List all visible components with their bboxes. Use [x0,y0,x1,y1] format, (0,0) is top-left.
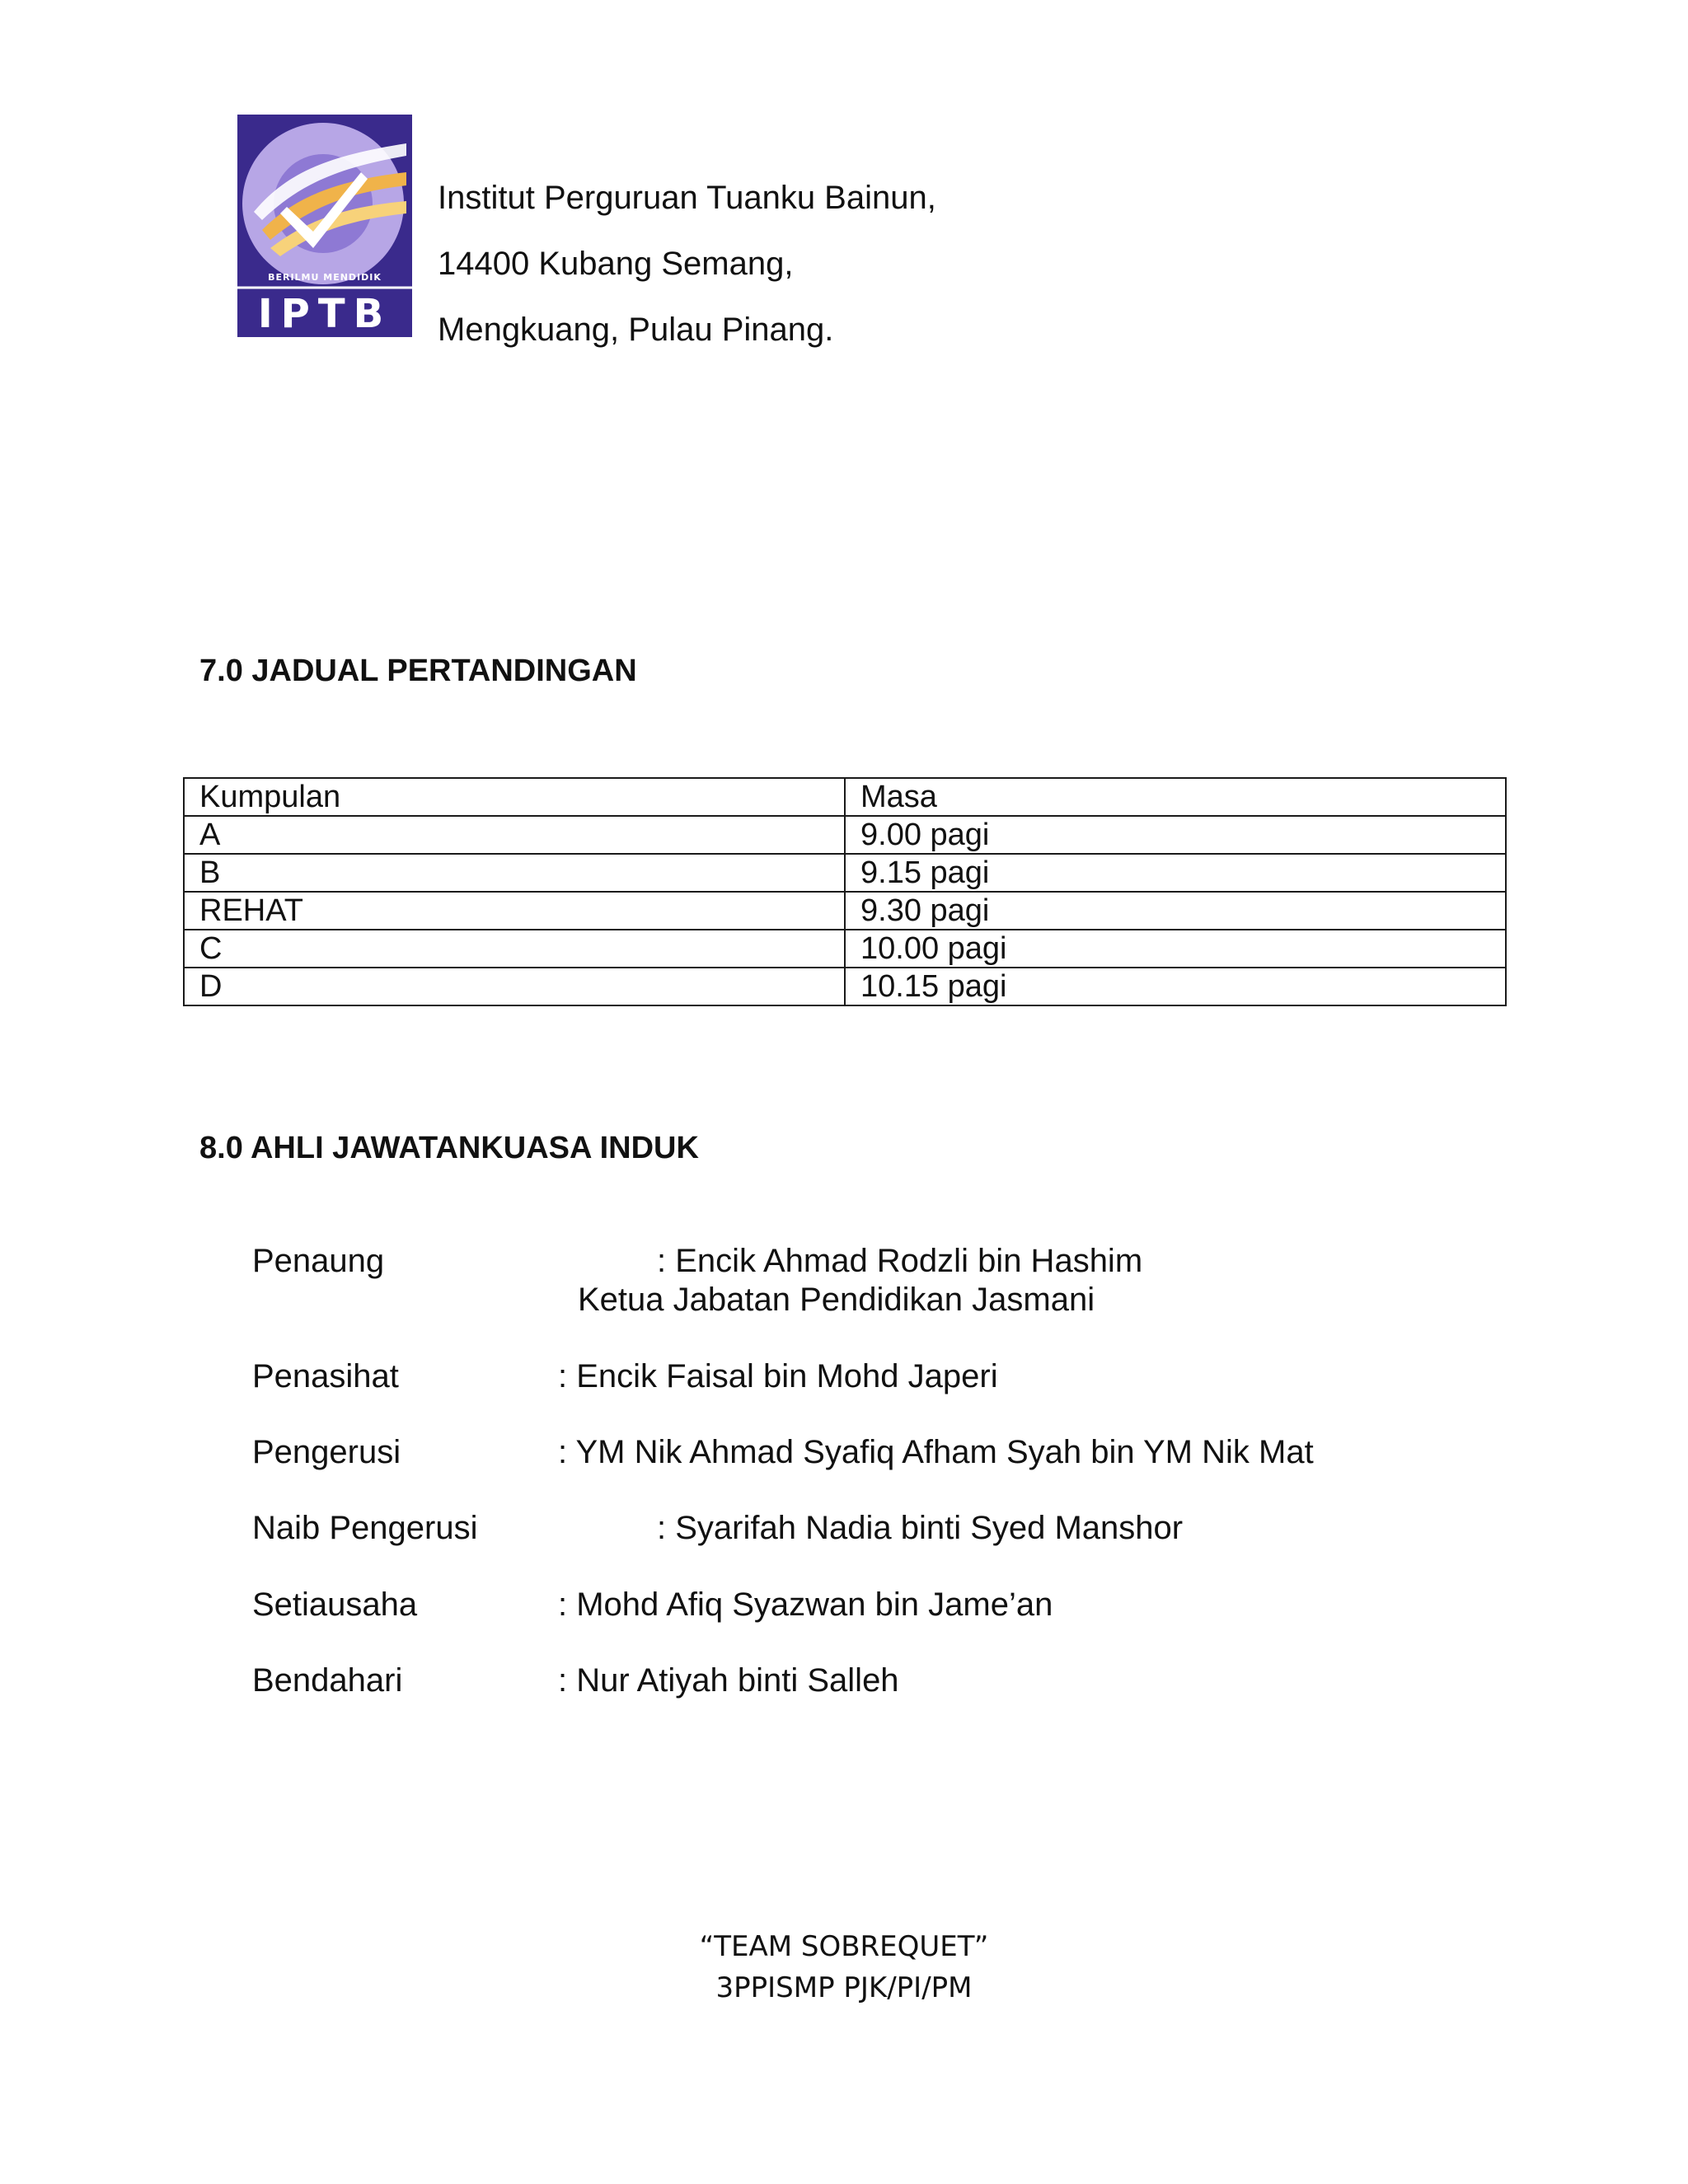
committee-role: Penasihat [252,1358,399,1394]
table-row [184,930,1506,968]
table-cell-time: 9.15 pagi [845,854,1506,892]
section-8-heading: 8.0 AHLI JAWATANKUASA INDUK [199,1131,699,1165]
committee-name: : Nur Atiyah binti Salleh [558,1662,899,1699]
address-line-2: 14400 Kubang Semang, [438,246,794,282]
header-masa: Masa [845,778,1506,816]
committee-role: Pengerusi [252,1434,401,1470]
address-line-3: Mengkuang, Pulau Pinang. [438,312,834,348]
table-cell-group: REHAT [184,892,845,930]
committee-name: : Encik Faisal bin Mohd Japeri [558,1358,998,1394]
committee-role: Bendahari [252,1662,403,1699]
table-row [184,892,1506,930]
table-row [184,854,1506,892]
committee-subtitle: Ketua Jabatan Pendidikan Jasmani [578,1282,1095,1318]
footer-team-name: “TEAM SOBREQUET” [699,1930,989,1963]
iptb-logo [237,115,412,337]
section-7-heading: 7.0 JADUAL PERTANDINGAN [199,654,637,688]
table-cell-time: 10.00 pagi [845,930,1506,968]
table-cell-time: 9.30 pagi [845,892,1506,930]
table-row [184,968,1506,1005]
table-cell-group: A [184,816,845,854]
committee-role: Penaung [252,1243,385,1279]
committee-name: : YM Nik Ahmad Syafiq Afham Syah bin YM Nik Mat [558,1434,1314,1470]
committee-role: Naib Pengerusi [252,1510,478,1546]
table-cell-group: B [184,854,845,892]
logo-motto: BERILMU MENDIDIK [268,272,382,283]
table-cell-group: D [184,968,845,1005]
committee-name: : Syarifah Nadia binti Syed Manshor [657,1510,1184,1546]
logo-wordmark: IPTB [257,291,392,337]
table-cell-group: C [184,930,845,968]
institution-address [438,165,936,363]
table-row [184,816,1506,854]
table-cell-time: 9.00 pagi [845,816,1506,854]
table-cell-time: 10.15 pagi [845,968,1506,1005]
page-footer [0,1926,1688,2008]
committee-name: : Encik Ahmad Rodzli bin Hashim [657,1243,1143,1279]
competition-schedule-table [183,777,1507,1006]
address-line-1: Institut Perguruan Tuanku Bainun, [438,180,936,216]
committee-role: Setiausaha [252,1586,418,1623]
header-kumpulan: Kumpulan [184,778,845,816]
footer-class-code: 3PPISMP PJK/PI/PM [715,1971,973,2004]
committee-name: : Mohd Afiq Syazwan bin Jame’an [558,1586,1053,1623]
table-header-row [184,778,1506,816]
